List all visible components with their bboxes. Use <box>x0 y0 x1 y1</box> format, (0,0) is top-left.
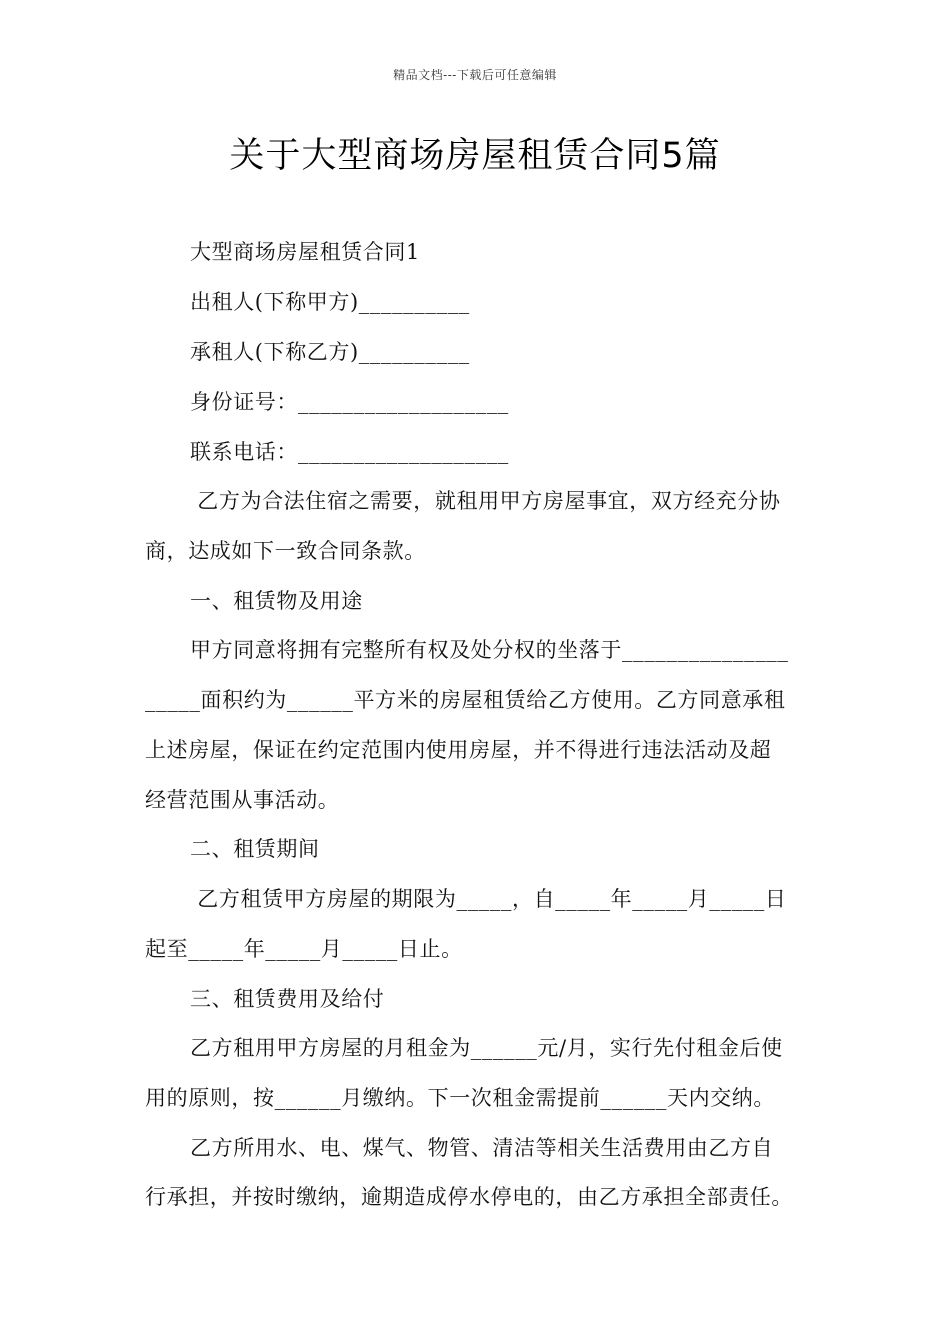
paragraph-line: 乙方租用甲方房屋的月租金为______元/月，实行先付租金后使 <box>190 1036 783 1060</box>
lessee-line: 承租人(下称乙方)__________ <box>190 340 470 364</box>
phone-line: 联系电话：___________________ <box>190 440 509 464</box>
paragraph-line: 商，达成如下一致合同条款。 <box>145 539 426 563</box>
paragraph-line: 乙方为合法住宿之需要，就租用甲方房屋事宜，双方经充分协 <box>190 489 781 513</box>
paragraph-line: 用的原则，按______月缴纳。下一次租金需提前______天内交纳。 <box>145 1086 775 1110</box>
paragraph-line: 经营范围从事活动。 <box>145 788 340 812</box>
paragraph-line: 行承担，并按时缴纳，逾期造成停水停电的，由乙方承担全部责任。 <box>145 1185 793 1209</box>
id-number-line: 身份证号：___________________ <box>190 390 509 414</box>
section-heading-2: 二、租赁期间 <box>190 837 320 861</box>
section-heading-3: 三、租赁费用及给付 <box>190 987 385 1011</box>
paragraph-line: 起至_____年_____月_____日止。 <box>145 937 463 961</box>
paragraph-line: 甲方同意将拥有完整所有权及处分权的坐落于_______________ <box>190 638 789 662</box>
section-heading-1: 一、租赁物及用途 <box>190 589 363 613</box>
paragraph-line: _____面积约为______平方米的房屋租赁给乙方使用。乙方同意承租 <box>145 688 786 712</box>
paragraph-line: 上述房屋，保证在约定范围内使用房屋，并不得进行违法活动及超 <box>145 738 772 762</box>
paragraph-line: 乙方租赁甲方房屋的期限为_____，自_____年_____月_____日 <box>190 887 787 911</box>
document-title: 关于大型商场房屋租赁合同5篇 <box>229 136 721 176</box>
section-heading-contract-1: 大型商场房屋租赁合同1 <box>190 240 420 264</box>
header-note: 精品文档---下载后可任意编辑 <box>393 68 557 82</box>
paragraph-line: 乙方所用水、电、煤气、物管、清洁等相关生活费用由乙方自 <box>190 1136 774 1160</box>
lessor-line: 出租人(下称甲方)__________ <box>190 290 470 314</box>
